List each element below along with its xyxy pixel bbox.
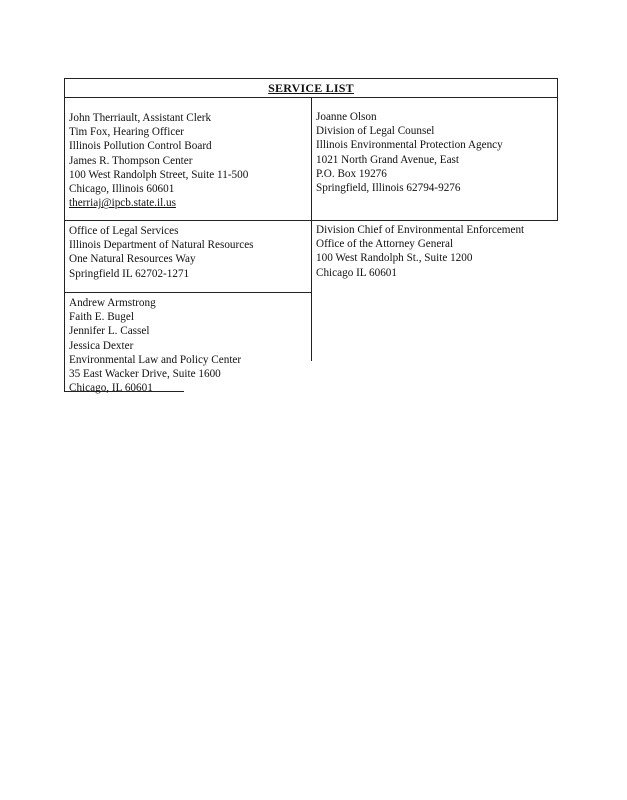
address-line: 100 West Randolph St., Suite 1200	[316, 252, 473, 265]
address-line: Environmental Law and Policy Center	[69, 353, 242, 366]
email-link[interactable]: therriaj@ipcb.state.il.us	[69, 197, 176, 210]
address-line: Springfield, Illinois 62794-9276	[316, 182, 461, 195]
address-line: 100 West Randolph Street, Suite 11-500	[69, 168, 249, 181]
address-block-pollution-control-board	[69, 111, 248, 210]
address-line: Chicago, Illinois 60601	[69, 183, 175, 196]
address-line: Faith E. Bugel	[69, 311, 134, 324]
address-line: Tim Fox, Hearing Officer	[69, 126, 184, 139]
address-line: Illinois Department of Natural Resources	[69, 239, 254, 252]
row-divider-2	[64, 292, 312, 293]
address-line: Chicago IL 60601	[316, 266, 397, 279]
column-divider	[311, 97, 312, 361]
address-block-natural-resources	[69, 224, 254, 281]
address-line: Office of the Attorney General	[316, 238, 454, 251]
address-line: Illinois Pollution Control Board	[69, 140, 212, 153]
address-block-environmental-law-center	[69, 296, 241, 395]
address-line: 35 East Wacker Drive, Suite 1600	[69, 368, 221, 381]
page-title: SERVICE LIST	[268, 81, 354, 95]
address-line: Illinois Environmental Protection Agency	[316, 139, 503, 152]
address-line: Jessica Dexter	[69, 339, 134, 352]
address-block-attorney-general	[316, 223, 524, 280]
table-right-rule	[557, 78, 558, 220]
address-line: James R. Thompson Center	[69, 154, 193, 167]
row-divider-1	[64, 220, 558, 221]
address-line: Chicago, IL 60601	[69, 382, 153, 395]
address-line: Andrew Armstrong	[69, 297, 156, 309]
address-line: John Therriault, Assistant Clerk	[69, 112, 212, 124]
address-line: Division Chief of Environmental Enforcement	[316, 224, 525, 236]
address-line: Joanne Olson	[316, 111, 377, 123]
address-line: Division of Legal Counsel	[316, 125, 435, 138]
address-line: One Natural Resources Way	[69, 253, 196, 266]
address-block-epa-legal-counsel	[316, 110, 503, 195]
table-top-rule	[64, 78, 558, 79]
table-left-rule	[64, 78, 65, 392]
address-line: P.O. Box 19276	[316, 167, 387, 180]
address-line: Office of Legal Services	[69, 225, 179, 237]
address-line: Springfield IL 62702-1271	[69, 267, 190, 280]
address-line: 1021 North Grand Avenue, East	[316, 153, 460, 166]
address-line: Jennifer L. Cassel	[69, 325, 150, 338]
